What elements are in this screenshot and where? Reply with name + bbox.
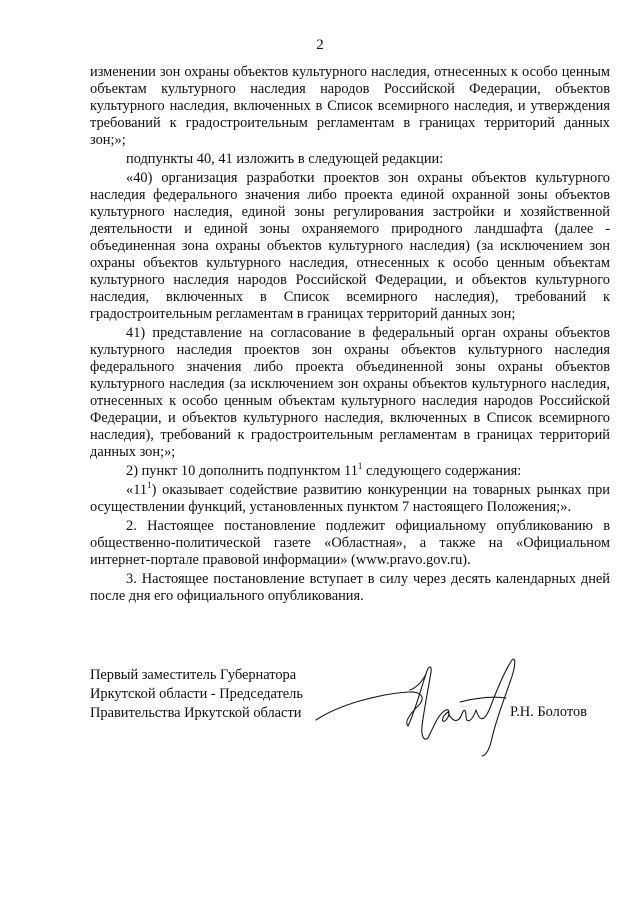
paragraph-amend-subpoints: подпункты 40, 41 изложить в следующей редакции: (126, 151, 444, 167)
paragraph-effective-date: 3. Настоящее постановление вступает в силу через десять календарных дней после дня его официального опубликования. (90, 571, 610, 604)
signature-block (90, 666, 610, 756)
paragraph-subpoint-40: «40) организация разработки проектов зон охраны объектов культурного наследия федерального значения либо проекта единой охранной зоны объектов культурного наследия, единой зоны регулирования застройки и хозяйственной деятельности и единой зоны охраняемого природного ландшафта (далее - объединенная зона охраны объектов культурного наследия) (за исключением зон охраны объектов культурного наследия, отнесенных к особо ценным объектам культурного наследия народов Российской Федерации, и объектов культурного наследия, включенных в Список всемирного наследия), требований к градостроительным регламентам в границах территорий данных зон; (90, 170, 610, 322)
signatory-title-line: Первый заместитель Губернатора (90, 667, 297, 683)
superscript: 1 (147, 480, 152, 490)
paragraph-continuation: изменении зон охраны объектов культурного наследия, отнесенных к особо ценным объектам культурного наследия народов Российской Федерации, объектов культурного наследия, включенных в Список всемирного наследия, и утверждения требований к градостроительным регламентам в границах территорий данных зон;»; (90, 64, 610, 148)
text-segment: «11 (126, 482, 148, 498)
signatory-title-line: Правительства Иркутской области (90, 705, 302, 721)
paragraph-point-10-addition (90, 463, 610, 480)
paragraph-publication: 2. Настоящее постановление подлежит официальному опубликованию в общественно-политической газете «Областная», а также на «Официальном интернет-портале правовой информации» (www.pravo.gov.ru). (90, 518, 610, 568)
signatory-title (90, 666, 330, 723)
handwritten-signature (310, 652, 520, 762)
signatory-title-line: Иркутской области - Председатель (90, 686, 303, 702)
text-segment: ) оказывает содействие развитию конкуренции на товарных рынках при осуществлении функций, установленных пунктом 7 настоящего Положения;». (90, 482, 610, 515)
superscript: 1 (357, 461, 363, 471)
text-segment: следующего содержания: (362, 463, 522, 479)
paragraph-subpoint-11-1 (90, 482, 610, 516)
paragraph-subpoint-41: 41) представление на согласование в федеральный орган охраны объектов культурного наследия проектов зон охраны объектов культурного наследия федерального значения либо проекта объединенной зоны охраны объектов культурного наследия (за исключением зон охраны объектов культурного наследия, отнесенных к особо ценным объектам культурного наследия народов Российской Федерации, и объектов культурного наследия, включенных в Список всемирного наследия), требований к градостроительным регламентам в границах территорий данных зон;»; (90, 325, 610, 460)
document-body (90, 64, 610, 607)
text-segment: 2) пункт 10 дополнить подпунктом 11 (126, 463, 358, 479)
signatory-name: Р.Н. Болотов (510, 704, 587, 720)
page-number: 2 (316, 37, 324, 53)
